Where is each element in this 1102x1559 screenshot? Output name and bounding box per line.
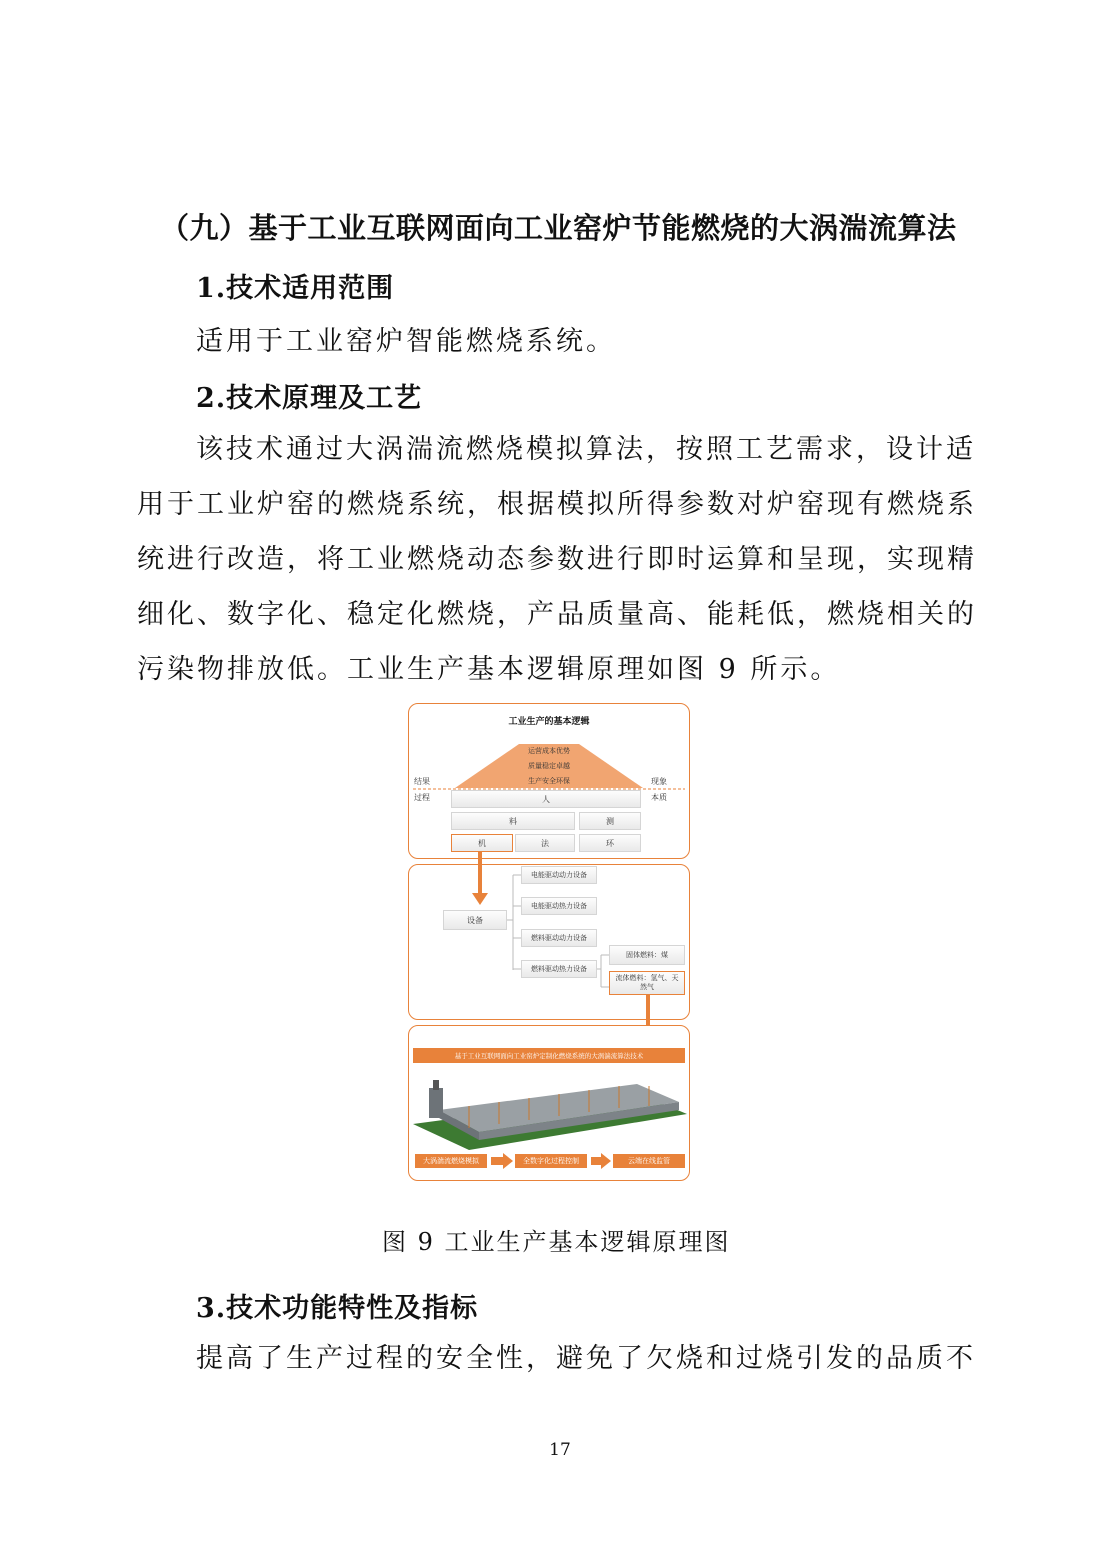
section2-line-5: 污染物排放低。工业生产基本逻辑原理如图 9 所示。 (137, 654, 841, 685)
section-heading: （九）基于工业互联网面向工业窑炉节能燃烧的大涡湍流算法 (160, 211, 957, 245)
section3-title: 3.技术功能特性及指标 (196, 1293, 479, 1324)
label-essence: 本质 (651, 793, 667, 802)
branch-electric-power: 电能驱动动力设备 (521, 866, 597, 884)
section1-title: 1.技术适用范围 (196, 273, 395, 304)
factor-environment: 环 (579, 834, 641, 852)
factor-machine: 机 (451, 834, 513, 852)
step-cloud-monitor: 云端在线监管 (613, 1154, 685, 1168)
pyramid-item-2: 质量稳定卓越 (528, 762, 570, 770)
step-simulation: 大涡湍流燃烧模拟 (415, 1154, 487, 1168)
label-phenomenon: 现象 (651, 777, 667, 786)
pyramid-item-3: 生产安全环保 (528, 777, 570, 785)
solution-banner: 基于工业互联网面向工业窑炉定制化燃烧系统的大涡湍流算法技术 (413, 1048, 685, 1063)
fuel-fluid: 流体燃料：氢气、天然气 (609, 971, 685, 995)
branch-fuel-power: 燃料驱动动力设备 (521, 929, 597, 947)
page-number: 17 (549, 1440, 571, 1460)
step-digital-control: 全数字化过程控制 (515, 1154, 587, 1168)
factor-material: 料 (451, 812, 575, 830)
factor-measure: 测 (579, 812, 641, 830)
equipment-root: 设备 (443, 910, 507, 930)
pyramid-item-1: 运营成本优势 (528, 747, 570, 755)
section2-line-4: 细化、数字化、稳定化燃烧，产品质量高、能耗低，燃烧相关的 (137, 599, 977, 630)
solution-panel (408, 1025, 690, 1181)
section1-text: 适用于工业窑炉智能燃烧系统。 (196, 326, 616, 357)
fuel-solid: 固体燃料：煤 (609, 945, 685, 965)
section2-title: 2.技术原理及工艺 (196, 383, 423, 414)
kiln-illustration (409, 1066, 689, 1150)
section2-line-1: 该技术通过大涡湍流燃烧模拟算法，按照工艺需求，设计适 (196, 434, 976, 465)
branch-electric-thermal: 电能驱动热力设备 (521, 897, 597, 915)
factor-method: 法 (515, 834, 575, 852)
label-process: 过程 (414, 793, 430, 802)
label-result: 结果 (414, 777, 430, 786)
section3-text: 提高了生产过程的安全性，避免了欠烧和过烧引发的品质不 (196, 1343, 976, 1374)
section2-line-2: 用于工业炉窑的燃烧系统，根据模拟所得参数对炉窑现有燃烧系 (137, 489, 977, 520)
section2-line-3: 统进行改造，将工业燃烧动态参数进行即时运算和呈现，实现精 (137, 544, 977, 575)
step-arrows (409, 1152, 689, 1170)
figure-caption: 图 9 工业生产基本逻辑原理图 (382, 1228, 731, 1256)
branch-fuel-thermal: 燃料驱动热力设备 (521, 960, 597, 978)
logic-panel-title: 工业生产的基本逻辑 (508, 717, 590, 727)
factor-person: 人 (451, 790, 641, 808)
figure-9 (408, 703, 692, 1185)
